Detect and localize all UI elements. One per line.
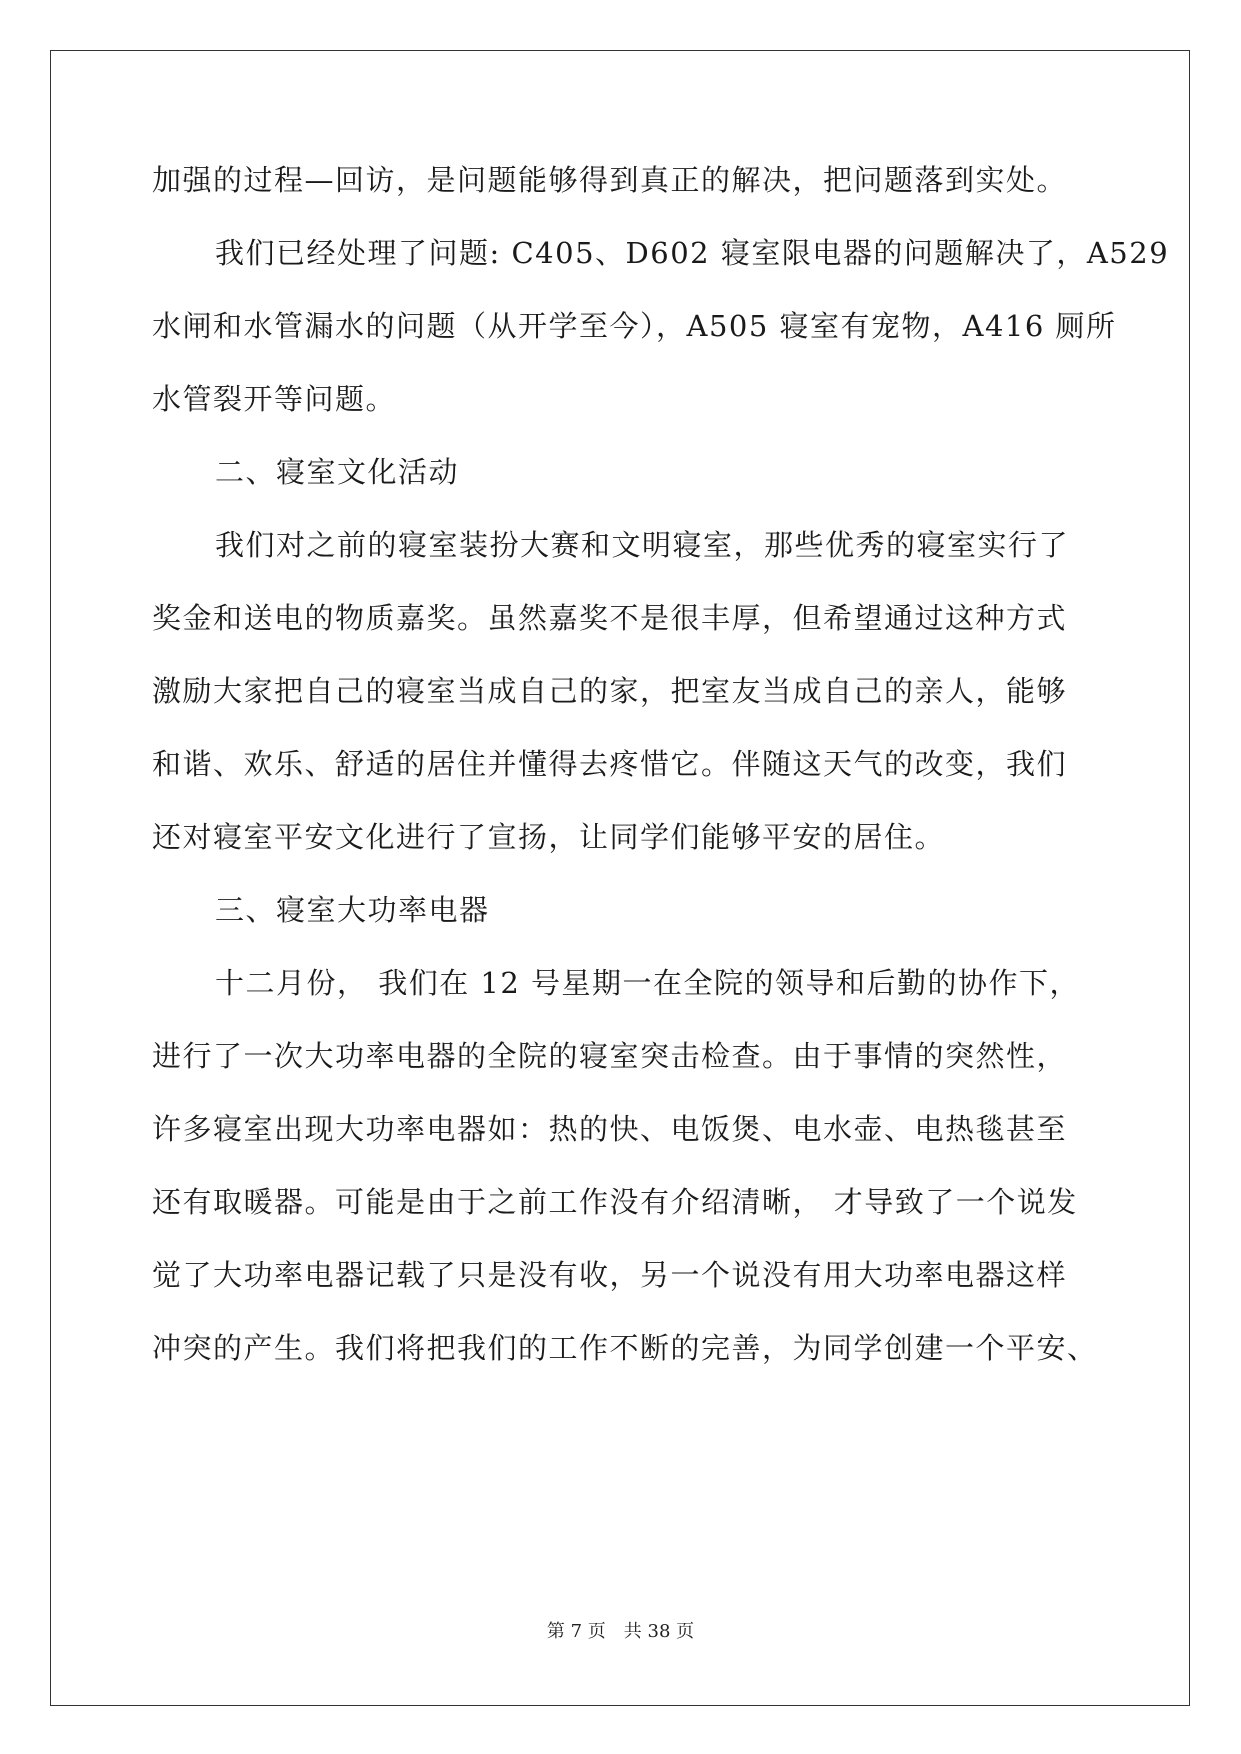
text-line-2: 我们已经处理了问题: C405、D602 寝室限电器的问题解决了，A529 bbox=[215, 236, 1170, 270]
text-line-6: 我们对之前的寝室装扮大赛和文明寝室，那些优秀的寝室实行了 bbox=[215, 528, 1070, 562]
section-heading-2: 二、寝室文化活动 bbox=[215, 455, 460, 489]
text-line-17: 冲突的产生。我们将把我们的工作不断的完善，为同学创建一个平安、 bbox=[152, 1331, 1098, 1365]
text-line-1: 加强的过程—回访，是问题能够得到真正的解决，把问题落到实处。 bbox=[152, 163, 1068, 197]
text-line-10: 还对寝室平安文化进行了宣扬，让同学们能够平安的居住。 bbox=[152, 820, 946, 854]
text-line-9: 和谐、欢乐、舒适的居住并懂得去疼惜它。伴随这天气的改变，我们 bbox=[152, 747, 1068, 781]
text-line-16: 觉了大功率电器记载了只是没有收，另一个说没有用大功率电器这样 bbox=[152, 1258, 1068, 1292]
text-line-8: 激励大家把自己的寝室当成自己的家，把室友当成自己的亲人，能够 bbox=[152, 674, 1068, 708]
text-line-4: 水管裂开等问题。 bbox=[152, 382, 397, 416]
text-line-15: 还有取暖器。可能是由于之前工作没有介绍清晰， 才导致了一个说发 bbox=[152, 1185, 1078, 1219]
text-line-3: 水闸和水管漏水的问题（从开学至今），A505 寝室有宠物，A416 厕所 bbox=[152, 309, 1117, 343]
text-line-14: 许多寝室出现大功率电器如：热的快、电饭煲、电水壶、电热毯甚至 bbox=[152, 1112, 1068, 1146]
page-border bbox=[50, 50, 1190, 1706]
section-heading-3: 三、寝室大功率电器 bbox=[215, 893, 490, 927]
text-line-13: 进行了一次大功率电器的全院的寝室突击检查。由于事情的突然性， bbox=[152, 1039, 1068, 1073]
text-line-12: 十二月份， 我们在 12 号星期一在全院的领导和后勤的协作下， bbox=[215, 966, 1081, 1000]
text-line-7: 奖金和送电的物质嘉奖。虽然嘉奖不是很丰厚，但希望通过这种方式 bbox=[152, 601, 1068, 635]
page-number-footer: 第 7 页 共 38 页 bbox=[546, 1621, 695, 1642]
